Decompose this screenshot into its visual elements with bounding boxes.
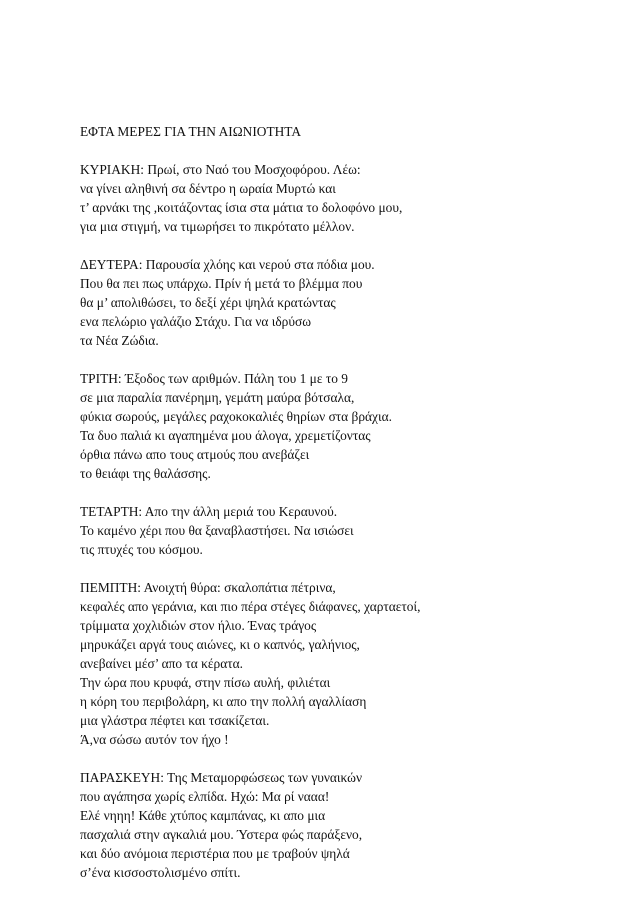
poem-line: τ’ αρνάκι της ,κοιτάζοντας ίσια στα μάτια το δολοφόνο μου, xyxy=(80,200,403,215)
poem-line: ΤΕΤΑΡΤΗ: Απο την άλλη μεριά του Κεραυνού. xyxy=(80,504,338,519)
stanza-sunday xyxy=(80,160,620,236)
poem-line: τρίμματα χοχλιδιών στον ήλιο. Ένας τράγος xyxy=(80,618,317,633)
poem-line: που αγάπησα χωρίς ελπίδα. Ηχώ: Μα ρί νααα! xyxy=(80,789,330,804)
poem-line: ΔΕΥΤΕΡΑ: Παρουσία χλόης και νερού στα πόδια μου. xyxy=(80,257,375,272)
poem-line: το θειάφι της θαλάσσης. xyxy=(80,466,211,481)
poem-line: Την ώρα που κρυφά, στην πίσω αυλή, φιλιέται xyxy=(80,675,331,690)
poem-line: Που θα πει πως υπάρχω. Πρίν ή μετά το βλέμμα που xyxy=(80,276,363,291)
stanza-monday xyxy=(80,255,620,350)
document-page xyxy=(80,122,620,901)
poem-line: Το καμένο χέρι που θα ξαναβλαστήσει. Να ισιώσει xyxy=(80,523,354,538)
poem-title: ΕΦΤΑ ΜΕΡΕΣ ΓΙΑ ΤΗΝ ΑΙΩΝΙΟΤΗΤΑ xyxy=(80,124,302,139)
poem-line: μηρυκάζει αργά τους αιώνες, κι ο καπνός, γαλήνιος, xyxy=(80,637,360,652)
stanza-wednesday xyxy=(80,502,620,559)
poem-line: και δύο ανόμοια περιστέρια που με τραβούν ψηλά xyxy=(80,846,350,861)
poem-line: σ’ένα κισσοστολισμένο σπίτι. xyxy=(80,865,241,880)
stanza-thursday xyxy=(80,578,620,749)
poem-line: Τα δυο παλιά κι αγαπημένα μου άλογα, χρεμετίζοντας xyxy=(80,428,371,443)
poem-line: φύκια σωρούς, μεγάλες ραχοκοκαλιές θηρίων στα βράχια. xyxy=(80,409,392,424)
poem-line: Ελέ νηηη! Κάθε χτύπος καμπάνας, κι απο μια xyxy=(80,808,326,823)
stanza-tuesday xyxy=(80,369,620,483)
poem-line: ΤΡΙΤΗ: Έξοδος των αριθμών. Πάλη του 1 με το 9 xyxy=(80,371,348,386)
poem-line: ΠΑΡΑΣΚΕΥΗ: Της Μεταμορφώσεως των γυναικών xyxy=(80,770,363,785)
stanza-friday xyxy=(80,768,620,882)
poem-line: να γίνει αληθινή σα δέντρο η ωραία Μυρτώ και xyxy=(80,181,336,196)
poem-line: τις πτυχές του κόσμου. xyxy=(80,542,203,557)
poem-line: ΠΕΜΠΤΗ: Ανοιχτή θύρα: σκαλοπάτια πέτρινα, xyxy=(80,580,336,595)
poem-line: πασχαλιά στην αγκαλιά μου. Ύστερα φώς παράξενο, xyxy=(80,827,363,842)
poem-line: ΚΥΡΙΑΚΗ: Πρωί, στο Ναό του Μοσχοφόρου. Λέω: xyxy=(80,162,361,177)
poem-line: Ά,να σώσω αυτόν τον ήχο ! xyxy=(80,732,229,747)
poem-line: θα μ’ απολιθώσει, το δεξί χέρι ψηλά κρατώντας xyxy=(80,295,336,310)
poem-line: η κόρη του περιβολάρη, κι απο την πολλή αγαλλίαση xyxy=(80,694,367,709)
poem-line: όρθια πάνω απο τους ατμούς που ανεβάζει xyxy=(80,447,310,462)
poem-line: σε μια παραλία πανέρημη, γεμάτη μαύρα βότσαλα, xyxy=(80,390,355,405)
poem-line: κεφαλές απο γεράνια, και πιο πέρα στέγες διάφανες, χαρταετοί, xyxy=(80,599,421,614)
poem-line: για μια στιγμή, να τιμωρήσει το πικρότατο μέλλον. xyxy=(80,219,355,234)
poem-line: μια γλάστρα πέφτει και τσακίζεται. xyxy=(80,713,270,728)
poem-line: ανεβαίνει μέσ’ απο τα κέρατα. xyxy=(80,656,243,671)
poem-line: ενα πελώριο γαλάζιο Στάχυ. Για να ιδρύσω xyxy=(80,314,312,329)
poem-line: τα Νέα Ζώδια. xyxy=(80,333,159,348)
